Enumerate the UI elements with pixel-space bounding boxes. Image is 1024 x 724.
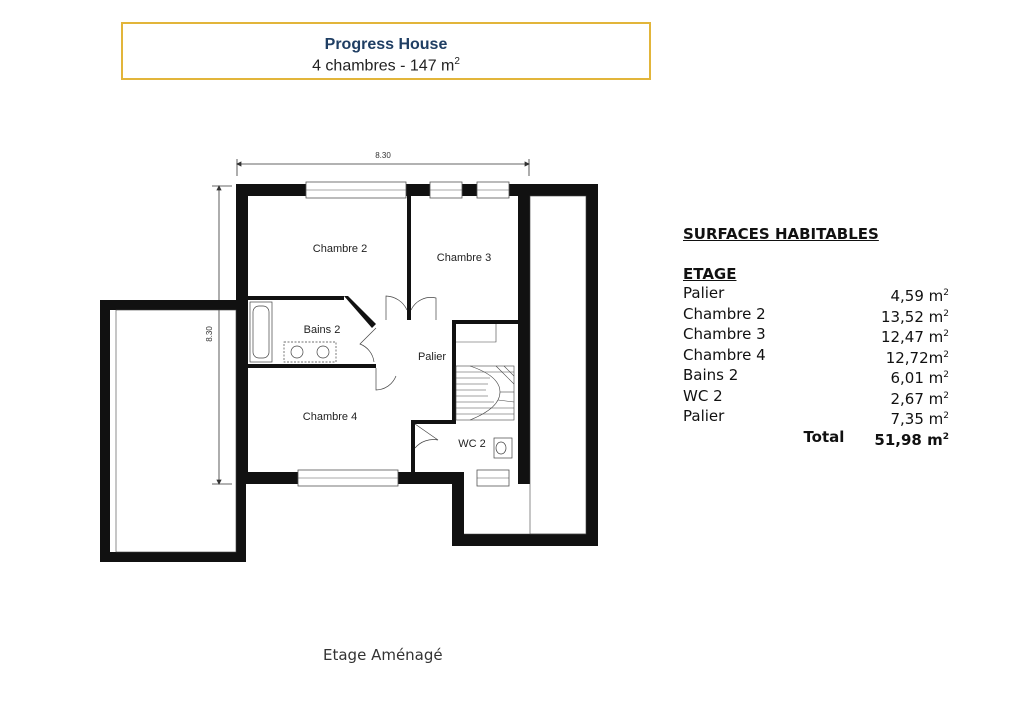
surfaces-row: [683, 324, 949, 345]
room-chambre-3: Chambre 3: [436, 252, 492, 264]
room-chambre-2: Chambre 2: [312, 243, 368, 255]
surfaces-row-value-text: 13,52 m: [880, 307, 944, 326]
toilet: [494, 438, 512, 458]
surfaces-row-value-text: 6,01 m: [890, 369, 944, 387]
surfaces-row-name: Chambre 3: [683, 325, 766, 343]
house-name: Progress House: [324, 36, 448, 53]
room-chambre-4: Chambre 4: [302, 411, 358, 423]
surfaces-total-value: [874, 427, 949, 450]
dimension-width-label: 8.30: [375, 151, 391, 160]
surfaces-row-value: [881, 324, 949, 345]
surfaces-row-value-text: 7,35 m: [890, 410, 944, 428]
surfaces-section: ETAGE: [683, 265, 737, 283]
surfaces-row-name: Chambre 2: [683, 304, 766, 323]
unit-exponent: 2: [942, 431, 949, 442]
window-top-3: [477, 182, 509, 198]
unit-exponent: 2: [943, 308, 949, 319]
doors: [360, 296, 438, 448]
surfaces-row-value: [886, 345, 949, 366]
surfaces-total-value-text: 51,98 m: [874, 430, 943, 449]
surfaces-row-value: [881, 304, 949, 325]
surfaces-rows: [683, 283, 949, 427]
outer-walls: [100, 184, 598, 562]
bathtub: [250, 302, 272, 362]
surfaces-row: [683, 365, 949, 386]
surfaces-row-name: WC 2: [683, 386, 723, 405]
unit-exponent: 2: [943, 288, 949, 298]
window-bottom-2: [477, 470, 509, 486]
unit-exponent: 2: [454, 56, 460, 67]
surfaces-row-name: Bains 2: [683, 366, 739, 384]
surfaces-total-label: Total: [803, 427, 845, 446]
room-bains-2: Bains 2: [303, 324, 341, 336]
unit-exponent: 2: [943, 390, 949, 401]
window-top-1: [306, 182, 406, 198]
dimension-height: [212, 186, 232, 484]
left-annex: [116, 310, 236, 552]
surfaces-row-name: Palier: [683, 284, 725, 302]
surfaces-row-value: [890, 406, 949, 427]
window-top-2: [430, 182, 462, 198]
surfaces-row-value-text: 12,72m: [885, 348, 944, 367]
inner-walls: [248, 196, 518, 472]
unit-exponent: 2: [943, 349, 949, 360]
room-wc-2: WC 2: [458, 438, 486, 450]
surfaces-row: [683, 304, 949, 325]
double-sink: [284, 342, 336, 362]
surfaces-row-value-text: 4,59 m: [890, 287, 944, 305]
surfaces-table: [683, 225, 949, 450]
unit-exponent: 2: [943, 370, 949, 380]
house-subtitle-text: 4 chambres - 147 m: [312, 57, 455, 75]
surfaces-row-name: Chambre 4: [683, 345, 766, 364]
surfaces-row: [683, 406, 949, 427]
staircase: [456, 366, 514, 420]
unit-exponent: 2: [943, 411, 949, 421]
surfaces-row-name: Palier: [683, 407, 725, 425]
dimension-height-label: 8.30: [205, 326, 214, 342]
surfaces-row: [683, 345, 949, 366]
surfaces-row-value-text: 2,67 m: [890, 389, 944, 408]
surfaces-row: [683, 386, 949, 407]
plan-caption: Etage Aménagé: [323, 646, 443, 664]
surfaces-total-row: [683, 427, 949, 450]
room-palier: Palier: [417, 351, 447, 363]
unit-exponent: 2: [943, 329, 949, 339]
dimension-width: [237, 159, 529, 176]
surfaces-row-value: [890, 365, 949, 386]
surfaces-row: [683, 283, 949, 304]
bath-diagonal-wall: [344, 296, 376, 328]
surfaces-row-value: [890, 283, 949, 304]
surfaces-heading: SURFACES HABITABLES: [683, 225, 879, 243]
surfaces-row-value-text: 12,47 m: [880, 328, 944, 346]
right-annex: [530, 196, 586, 534]
window-bottom-1: [298, 470, 398, 486]
surfaces-row-value: [890, 386, 949, 407]
